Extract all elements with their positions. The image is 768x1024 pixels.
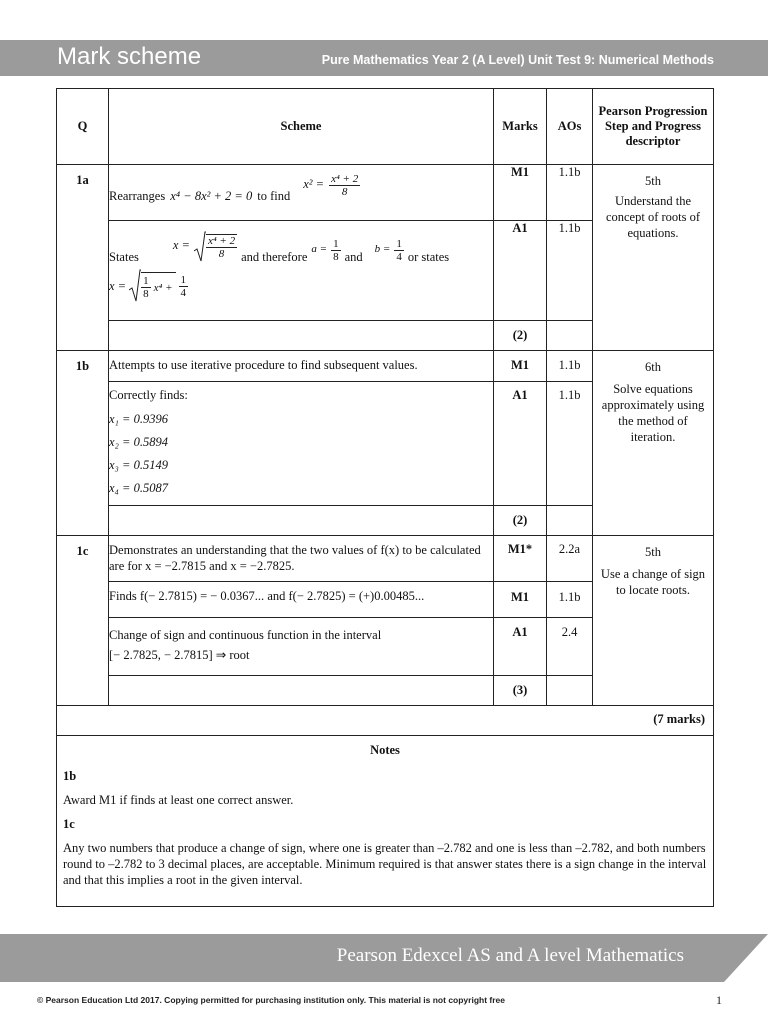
aos-cell: 1.1b <box>547 351 593 382</box>
fraction <box>394 238 404 263</box>
notes-row <box>57 736 714 907</box>
page-number: 1 <box>716 993 722 1007</box>
scheme-cell <box>109 582 494 618</box>
table-row <box>57 706 714 736</box>
scheme-text: and therefore <box>241 250 308 264</box>
scheme-cell <box>109 221 494 321</box>
marks-total: (2) <box>494 321 547 351</box>
marks-cell: A1 <box>494 618 547 676</box>
variable-a: a = <box>311 243 328 255</box>
list-item: x₄ = 0.5087 <box>109 481 168 495</box>
marks-cell: M1* <box>494 536 547 582</box>
fraction-denominator: 4 <box>180 286 186 299</box>
aos-cell <box>547 506 593 536</box>
fraction <box>141 275 151 300</box>
radical-sign-icon <box>129 269 141 303</box>
scheme-text: or states <box>407 250 450 264</box>
fraction-numerator: 1 <box>143 275 149 287</box>
header-progression: Pearson Progression Step and Progress descriptor <box>593 89 714 165</box>
equation: x⁴ − 8x² + 2 = 0 <box>170 189 253 203</box>
notes-title: Notes <box>370 743 400 757</box>
marks-total: (2) <box>494 506 547 536</box>
scheme-text: Demonstrates an understanding that the two values of f(x) to be calculated are for x = −2.7815 and x = −2.7825. <box>109 536 494 582</box>
progression-step: 5th <box>645 174 661 188</box>
equation: f(− 2.7825) = (+)0.00485... <box>288 589 425 603</box>
note-heading: 1b <box>63 769 77 783</box>
iteration-values <box>109 408 493 500</box>
list-item: x₃ = 0.5149 <box>109 458 168 472</box>
list-item: x₁ = 0.9396 <box>109 412 168 426</box>
progression-cell <box>593 536 714 706</box>
fraction-denominator: 8 <box>218 248 225 260</box>
aos-cell: 1.1b <box>547 165 593 221</box>
fraction-denominator: 8 <box>333 251 339 263</box>
scheme-cell <box>109 506 494 536</box>
fraction-numerator: 1 <box>180 273 186 286</box>
scheme-text: Correctly finds: <box>109 388 188 402</box>
progression-descriptor: Use a change of sign to locate roots. <box>600 567 706 597</box>
scheme-cell <box>109 676 494 706</box>
scheme-cell <box>109 618 494 676</box>
aos-cell: 1.1b <box>547 582 593 618</box>
radical-sign-icon <box>194 231 206 263</box>
scheme-cell <box>109 321 494 351</box>
header-marks: Marks <box>494 89 547 165</box>
marks-cell: M1 <box>494 351 547 382</box>
fraction <box>331 238 341 263</box>
question-number: 1b <box>57 351 109 536</box>
note-text: Any two numbers that produce a change of sign, where one is greater than –2.782 and one is less than –2.782, and both numbers round to –2.782 to 3 decimal places, are acceptable. Minimum required is that answer states there is a sign change in the interval and that this implies a root in the given interval. <box>63 841 707 887</box>
marks-cell: M1 <box>494 165 547 221</box>
fraction-numerator: 1 <box>396 238 402 250</box>
fraction <box>329 173 360 198</box>
header-aos: AOs <box>547 89 593 165</box>
aos-cell: 2.2a <box>547 536 593 582</box>
note-text: Award M1 if finds at least one correct answer. <box>63 793 294 807</box>
marks-cell: M1 <box>494 582 547 618</box>
notes-body <box>57 768 713 906</box>
fraction-numerator: x⁴ + 2 <box>207 235 236 247</box>
scheme-text: Change of sign and continuous function in the interval <box>109 628 382 642</box>
header-q: Q <box>57 89 109 165</box>
table-row <box>57 165 714 221</box>
question-number: 1a <box>57 165 109 351</box>
scheme-text: and <box>344 250 363 264</box>
equation: f(− 2.7815) = − 0.0367... <box>139 589 265 603</box>
marks-total: (3) <box>494 676 547 706</box>
progression-descriptor: Understand the concept of roots of equations. <box>605 194 701 240</box>
header-scheme: Scheme <box>109 89 494 165</box>
fraction-denominator: 8 <box>143 288 149 300</box>
term: x⁴ + <box>153 281 173 294</box>
grand-total: (7 marks) <box>57 706 714 736</box>
aos-cell <box>547 321 593 351</box>
aos-cell: 1.1b <box>547 221 593 321</box>
table-row <box>57 351 714 382</box>
equation: [− 2.7825, − 2.7815] ⇒ root <box>109 648 250 662</box>
fraction <box>206 234 237 260</box>
progression-descriptor: Solve equations approximately using the method of iteration. <box>601 382 705 444</box>
question-number: 1c <box>57 536 109 706</box>
equation-lhs: x² = <box>303 177 325 191</box>
scheme-cell <box>109 165 494 221</box>
page-title: Mark scheme <box>57 43 202 70</box>
page-subtitle: Pure Mathematics Year 2 (A Level) Unit Test 9: Numerical Methods <box>321 53 714 67</box>
scheme-cell <box>109 382 494 506</box>
footer-brand: Pearson Edexcel AS and A level Mathematics <box>336 945 684 966</box>
fraction-numerator: x⁴ + 2 <box>331 173 359 185</box>
scheme-text: Finds <box>109 589 137 603</box>
variable-b: b = <box>374 243 391 255</box>
note-heading: 1c <box>63 817 75 831</box>
scheme-text: States <box>109 250 139 264</box>
equation-lhs: x = <box>109 278 127 293</box>
aos-cell: 2.4 <box>547 618 593 676</box>
header-band <box>0 40 768 76</box>
marks-cell: A1 <box>494 221 547 321</box>
progression-cell <box>593 351 714 536</box>
fraction <box>179 274 189 299</box>
table-row <box>57 536 714 582</box>
progression-step: 6th <box>645 360 661 374</box>
scheme-text: and <box>267 589 286 603</box>
progression-step: 5th <box>645 545 661 559</box>
scheme-text: to find <box>257 189 291 203</box>
copyright-notice: © Pearson Education Ltd 2017. Copying permitted for purchasing institution only. This material is not copyright free <box>37 995 505 1005</box>
equation-lhs: x = <box>172 238 190 252</box>
progression-cell <box>593 165 714 351</box>
scheme-text: Rearranges <box>109 189 166 203</box>
table-header-row <box>57 89 714 165</box>
aos-cell: 1.1b <box>547 382 593 506</box>
fraction-denominator: 4 <box>396 251 402 263</box>
fraction-denominator: 8 <box>341 186 348 198</box>
radicand <box>141 272 175 300</box>
fraction-numerator: 1 <box>333 238 339 250</box>
scheme-text: Attempts to use iterative procedure to find subsequent values. <box>109 351 494 382</box>
mark-scheme-table <box>56 88 714 907</box>
notes-cell <box>57 736 714 907</box>
square-root <box>194 231 237 263</box>
list-item: x₂ = 0.5894 <box>109 435 168 449</box>
marks-cell: A1 <box>494 382 547 506</box>
aos-cell <box>547 676 593 706</box>
